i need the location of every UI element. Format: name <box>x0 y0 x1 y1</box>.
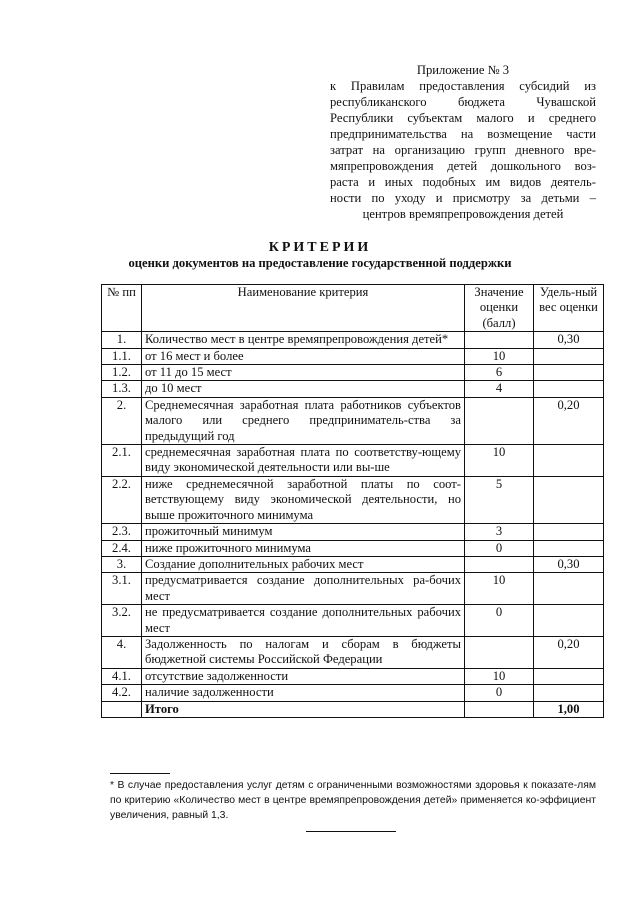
criterion-score: 5 <box>465 476 534 523</box>
row-number: 2.4. <box>102 540 142 556</box>
row-number: 3.1. <box>102 573 142 605</box>
criterion-name: ниже прожиточного минимума <box>142 540 465 556</box>
appendix-heading: Приложение № 3 <box>416 63 510 77</box>
table-row <box>102 685 604 701</box>
criterion-score: 0 <box>465 540 534 556</box>
criterion-weight <box>534 605 604 637</box>
criteria-table <box>101 284 604 718</box>
table-row <box>102 540 604 556</box>
table-row <box>102 348 604 364</box>
total-row <box>102 701 604 717</box>
appendix-line: раста и иных подобных им видов деятель- <box>330 175 596 189</box>
row-number: 3. <box>102 556 142 572</box>
criterion-weight: 0,30 <box>534 332 604 348</box>
criterion-name: от 11 до 15 мест <box>142 365 465 381</box>
appendix-line: республиканского бюджета Чувашской <box>330 95 596 109</box>
criterion-weight <box>534 668 604 684</box>
table-row <box>102 381 604 397</box>
criterion-score: 10 <box>465 573 534 605</box>
table-row <box>102 573 604 605</box>
table-body <box>102 332 604 718</box>
row-number: 2.1. <box>102 445 142 477</box>
appendix-line: ности по уходу и присмотру за детьми – <box>330 191 596 205</box>
document-title: КРИТЕРИИ <box>268 240 372 255</box>
criterion-score: 10 <box>465 348 534 364</box>
criterion-name: предусматривается создание дополнительных ра-бочих мест <box>142 573 465 605</box>
footnote-divider <box>110 773 170 774</box>
row-number: 1. <box>102 332 142 348</box>
criterion-name: прожиточный минимум <box>142 524 465 540</box>
criterion-name: Среднемесячная заработная плата работников субъектов малого или среднего предприниматель-ства за предыдущий год <box>142 397 465 444</box>
criterion-score: 0 <box>465 605 534 637</box>
appendix-line: центров времяпрепровождения детей <box>362 207 564 221</box>
criterion-weight <box>534 573 604 605</box>
criterion-name: до 10 мест <box>142 381 465 397</box>
table-row <box>102 476 604 523</box>
criterion-score <box>465 636 534 668</box>
row-number: 2.3. <box>102 524 142 540</box>
row-number: 1.3. <box>102 381 142 397</box>
criterion-name: отсутствие задолженности <box>142 668 465 684</box>
appendix-block <box>330 62 596 222</box>
end-divider <box>306 831 396 832</box>
row-number: 1.1. <box>102 348 142 364</box>
criterion-weight <box>534 524 604 540</box>
table-row <box>102 524 604 540</box>
document-subtitle: оценки документов на предоставление государственной поддержки <box>128 256 512 270</box>
header-name: Наименование критерия <box>142 285 465 332</box>
table-row <box>102 365 604 381</box>
row-number: 4. <box>102 636 142 668</box>
table-header-row <box>102 285 604 332</box>
criterion-weight: 0,20 <box>534 397 604 444</box>
criterion-name: Задолженность по налогам и сборам в бюджеты бюджетной системы Российской Федерации <box>142 636 465 668</box>
criterion-score: 10 <box>465 445 534 477</box>
row-number: 1.2. <box>102 365 142 381</box>
row-number: 2. <box>102 397 142 444</box>
row-number: 2.2. <box>102 476 142 523</box>
criterion-weight <box>534 365 604 381</box>
table-row <box>102 556 604 572</box>
criterion-score: 4 <box>465 381 534 397</box>
criterion-weight: 0,20 <box>534 636 604 668</box>
appendix-line: Республики субъектам малого и среднего <box>330 111 596 125</box>
row-number: 4.1. <box>102 668 142 684</box>
total-num-cell <box>102 701 142 717</box>
criterion-score: 6 <box>465 365 534 381</box>
table-row <box>102 636 604 668</box>
table-row <box>102 332 604 348</box>
appendix-line: мяпрепровождения детей дошкольного воз- <box>330 159 596 173</box>
header-num: № пп <box>102 285 142 332</box>
criterion-weight <box>534 540 604 556</box>
table-row <box>102 445 604 477</box>
criterion-score: 0 <box>465 685 534 701</box>
criterion-score <box>465 397 534 444</box>
criterion-weight <box>534 476 604 523</box>
criterion-name: Количество мест в центре времяпрепровождения детей* <box>142 332 465 348</box>
criterion-name: ниже среднемесячной заработной платы по соот-ветствующему виду экономической деятельности, но выше прожиточного минимума <box>142 476 465 523</box>
criterion-weight: 0,30 <box>534 556 604 572</box>
criterion-weight <box>534 348 604 364</box>
table-row <box>102 605 604 637</box>
table-row <box>102 397 604 444</box>
criterion-name: среднемесячная заработная плата по соответству-ющему виду экономической деятельности или вы-ше <box>142 445 465 477</box>
appendix-line: затрат на организацию групп дневного вре- <box>330 143 596 157</box>
header-weight: Удель-ный вес оценки <box>534 285 604 332</box>
appendix-line: к Правилам предоставления субсидий из <box>330 79 596 93</box>
criterion-weight <box>534 445 604 477</box>
header-score: Значение оценки (балл) <box>465 285 534 332</box>
criterion-score: 10 <box>465 668 534 684</box>
criterion-name: наличие задолженности <box>142 685 465 701</box>
row-number: 4.2. <box>102 685 142 701</box>
total-score-cell <box>465 701 534 717</box>
criterion-name: Создание дополнительных рабочих мест <box>142 556 465 572</box>
criterion-score <box>465 556 534 572</box>
table-row <box>102 668 604 684</box>
footnote: * В случае предоставления услуг детям с ограниченными возможностями здоровья к показате-лям по критерию «Количество мест в центре времяпрепровождения детей» применяется ко-эффициент увеличения, равный 1,3. <box>110 780 596 821</box>
criterion-name: не предусматривается создание дополнительных рабочих мест <box>142 605 465 637</box>
row-number: 3.2. <box>102 605 142 637</box>
criterion-name: от 16 мест и более <box>142 348 465 364</box>
criterion-weight <box>534 685 604 701</box>
criterion-score <box>465 332 534 348</box>
criterion-score: 3 <box>465 524 534 540</box>
appendix-line: предпринимательства на возмещение части <box>330 127 596 141</box>
total-weight: 1,00 <box>534 701 604 717</box>
criterion-weight <box>534 381 604 397</box>
total-label: Итого <box>142 701 465 717</box>
